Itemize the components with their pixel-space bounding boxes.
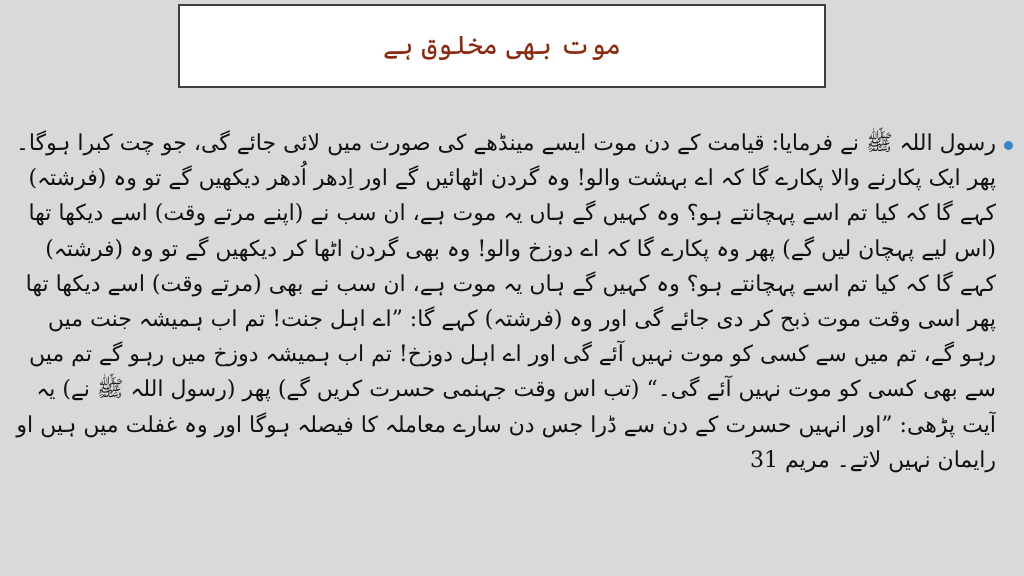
title-box xyxy=(178,4,826,88)
bullet-dot-icon xyxy=(1004,141,1013,150)
body-paragraph: رسول اللہ ﷺ نے فرمایا: قیامت کے دن موت ایسے مینڈھے کی صورت میں لائی جائے گی، جو چت کبرا ہوگا۔ پھر ایک پکارنے والا پکارے گا کہ اے بہشت والو! وہ گردن اٹھائیں گے اور اِدھر اُدھر دیکھیں گے تو وہ (فرشتہ) کہے گا کہ کیا تم اسے پہچانتے ہو؟ وہ کہیں گے ہاں یہ موت ہے، ان سب نے (اپنے مرتے وقت) اسے دیکھا تھا (اس لیے پہچان لیں گے) پھر وہ پکارے گا کہ اے دوزخ والو! وہ بھی گردن اٹھا کر دیکھیں گے تو وہ (فرشتہ) کہے گا کہ کیا تم اسے پہچانتے ہو؟ وہ کہیں گے ہاں یہ موت ہے، ان سب نے بھی (مرتے وقت) اسے دیکھا تھا پھر اسی وقت موت ذبح کر دی جائے گی اور وہ (فرشتہ) کہے گا: ”اے اہل جنت! تم اب ہمیشہ جنت میں رہو گے، تم میں سے کسی کو موت نہیں آئے گی اور اے اہل دوزخ! تم اب ہمیشہ دوزخ میں رہو گے تم میں سے بھی کسی کو موت نہیں آئے گی۔“ (تب اس وقت جہنمی حسرت کریں گے) پھر (رسول اللہ ﷺ نے) یہ آیت پڑھی: ”اور انہیں حسرت کے دن سے ڈرا جس دن سارے معاملہ کا فیصلہ ہوگا اور وہ غفلت میں ہیں او رایمان نہیں لاتے۔ مریم 31 xyxy=(16,131,996,473)
slide-title: موت بھی مخلوق ہے xyxy=(382,31,622,61)
